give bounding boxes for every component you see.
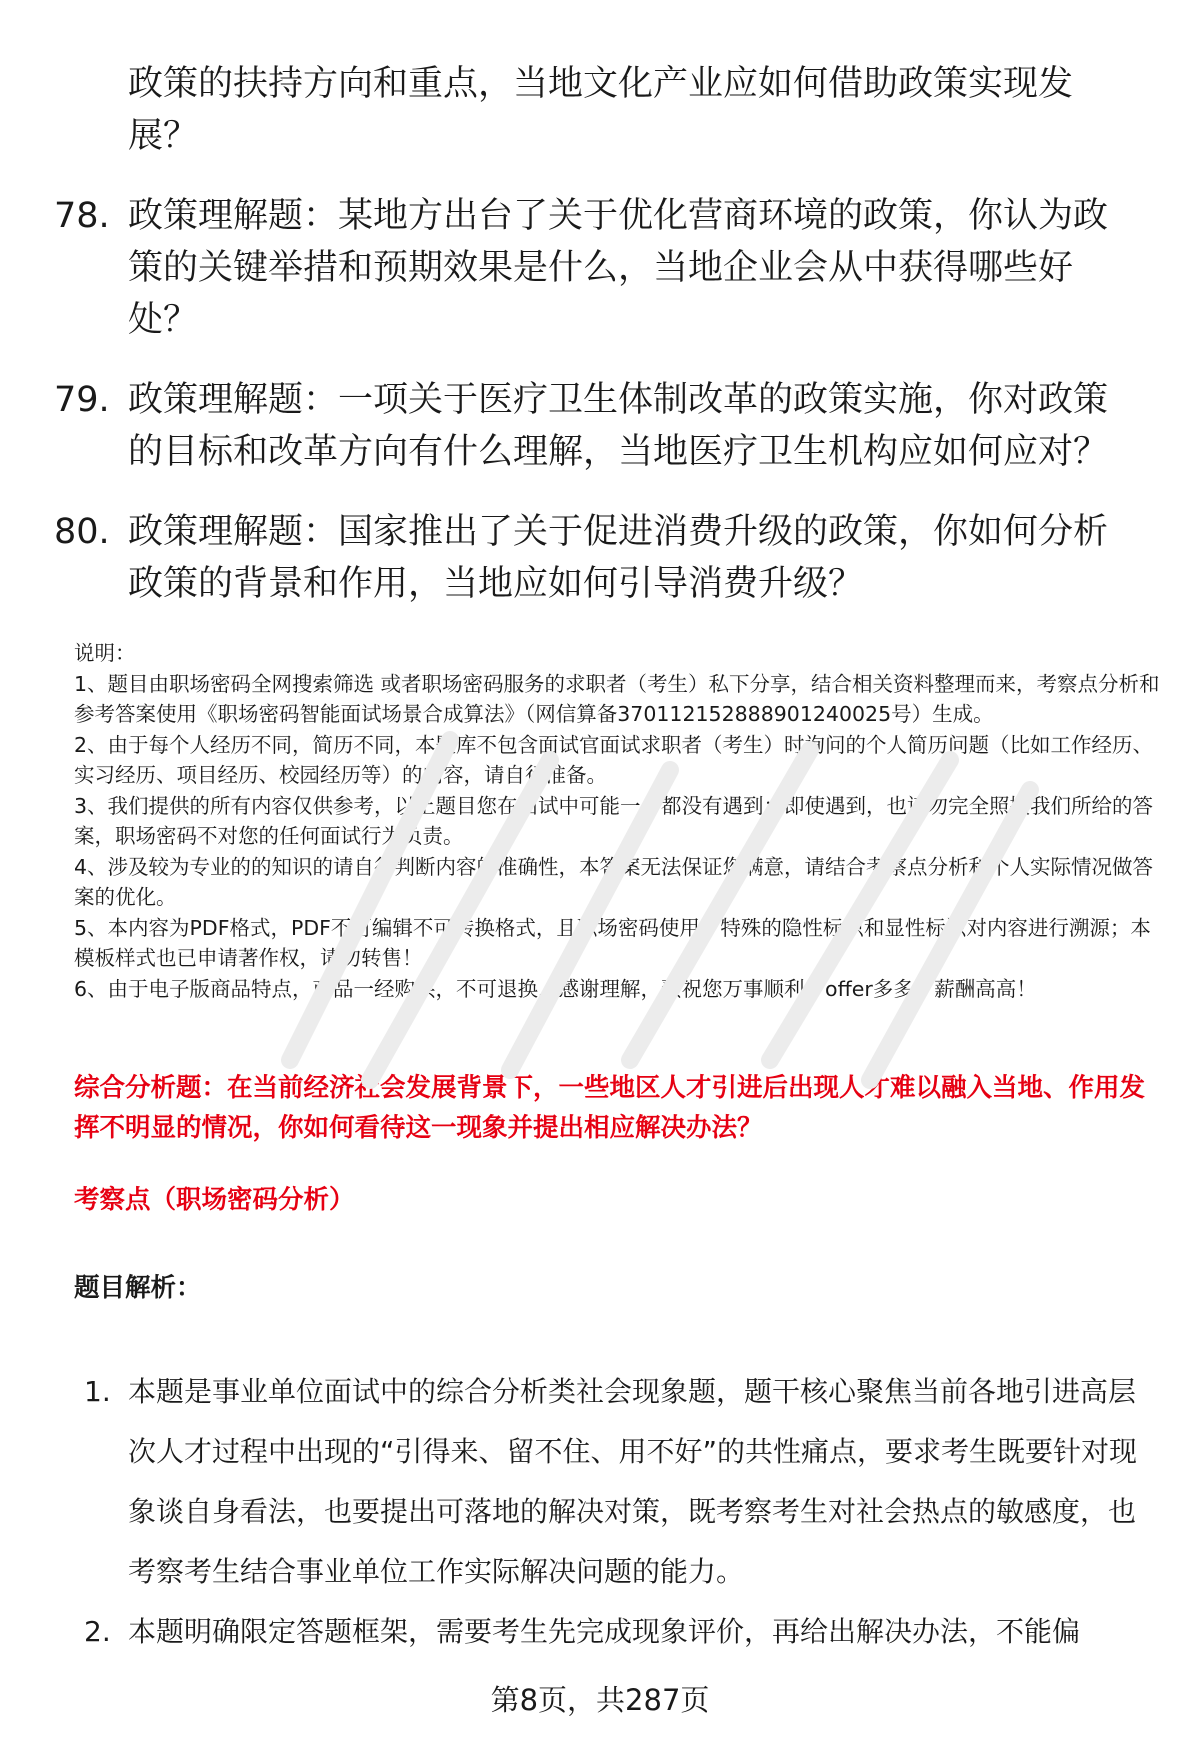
notes-line: 5、本内容为PDF格式，PDF不可编辑不可转换格式，且职场密码使用了特殊的隐性标识和显性标识对内容进行溯源；本模板样式也已申请著作权，请勿转售！ bbox=[74, 915, 1151, 970]
notes-line: 3、我们提供的所有内容仅供参考，以上题目您在面试中可能一个都没有遇到；即使遇到，也请勿完全照搬我们所给的答案，职场密码不对您的任何面试行为负责。 bbox=[74, 793, 1154, 848]
question-number: 79. bbox=[54, 380, 110, 420]
question-text: 政策的扶持方向和重点，当地文化产业应如何借助政策实现发展？ bbox=[128, 64, 1074, 156]
jiexi-heading: 题目解析： bbox=[74, 1273, 202, 1303]
question-list bbox=[0, 58, 1200, 638]
notes-line: 1、题目由职场密码全网搜索筛选 或者职场密码服务的求职者（考生）私下分享，结合相关资料整理而来，考察点分析和参考答案使用《职场密码智能面试场景合成算法》（网信算备370112152888901240025号）生成。 bbox=[74, 671, 1160, 726]
answer-item bbox=[0, 1362, 1200, 1602]
question-item bbox=[0, 190, 1200, 346]
notes-line: 4、涉及较为专业的的知识的请自行判断内容的准确性，本答案无法保证您满意，请结合考察点分析和个人实际情况做答案的优化。 bbox=[74, 854, 1154, 909]
notes-section bbox=[74, 638, 1164, 1004]
question-item bbox=[0, 374, 1200, 478]
question-text: 政策理解题：一项关于医疗卫生体制改革的政策实施，你对政策的目标和改革方向有什么理解，当地医疗卫生机构应如何应对？ bbox=[128, 380, 1109, 472]
answer-item bbox=[0, 1602, 1200, 1662]
kaocha-heading: 考察点（职场密码分析） bbox=[74, 1185, 355, 1215]
answer-number: 1. bbox=[84, 1375, 111, 1408]
answer-text: 本题是事业单位面试中的综合分析类社会现象题，题干核心聚焦当前各地引进高层次人才过程中出现的“引得来、留不住、用不好”的共性痛点，要求考生既要针对现象谈自身看法，也要提出可落地的解决对策，既考察考生对社会热点的敏感度，也考察考生结合事业单位工作实际解决问题的能力。 bbox=[128, 1375, 1138, 1588]
answer-list bbox=[0, 1362, 1200, 1662]
notes-line: 2、由于每个人经历不同，简历不同，本题库不包含面试官面试求职者（考生）时询问的个人简历问题（比如工作经历、实习经历、项目经历、校园经历等）的内容，请自行准备。 bbox=[74, 732, 1154, 787]
page-footer: 第8页，共287页 bbox=[490, 1683, 710, 1717]
question-continuation bbox=[0, 58, 1200, 162]
question-text: 政策理解题：国家推出了关于促进消费升级的政策，你如何分析政策的背景和作用，当地应如何引导消费升级？ bbox=[128, 512, 1109, 604]
question-number: 78. bbox=[54, 196, 110, 236]
notes-line: 6、由于电子版商品特点，商品一经购买，不可退换，感谢理解，预祝您万事顺利，offer多多，薪酬高高！ bbox=[74, 976, 1037, 1001]
question-item bbox=[0, 506, 1200, 610]
answer-text: 本题明确限定答题框架，需要考生先完成现象评价，再给出解决办法，不能偏 bbox=[128, 1615, 1081, 1648]
question-text: 政策理解题：某地方出台了关于优化营商环境的政策，你认为政策的关键举措和预期效果是什么，当地企业会从中获得哪些好处？ bbox=[128, 196, 1109, 340]
analysis-question: 综合分析题：在当前经济社会发展背景下，一些地区人才引进后出现人才难以融入当地、作用发挥不明显的情况，你如何看待这一现象并提出相应解决办法？ bbox=[74, 1073, 1146, 1143]
question-number: 80. bbox=[54, 512, 110, 552]
answer-number: 2. bbox=[84, 1615, 111, 1648]
notes-title: 说明： bbox=[74, 641, 136, 665]
